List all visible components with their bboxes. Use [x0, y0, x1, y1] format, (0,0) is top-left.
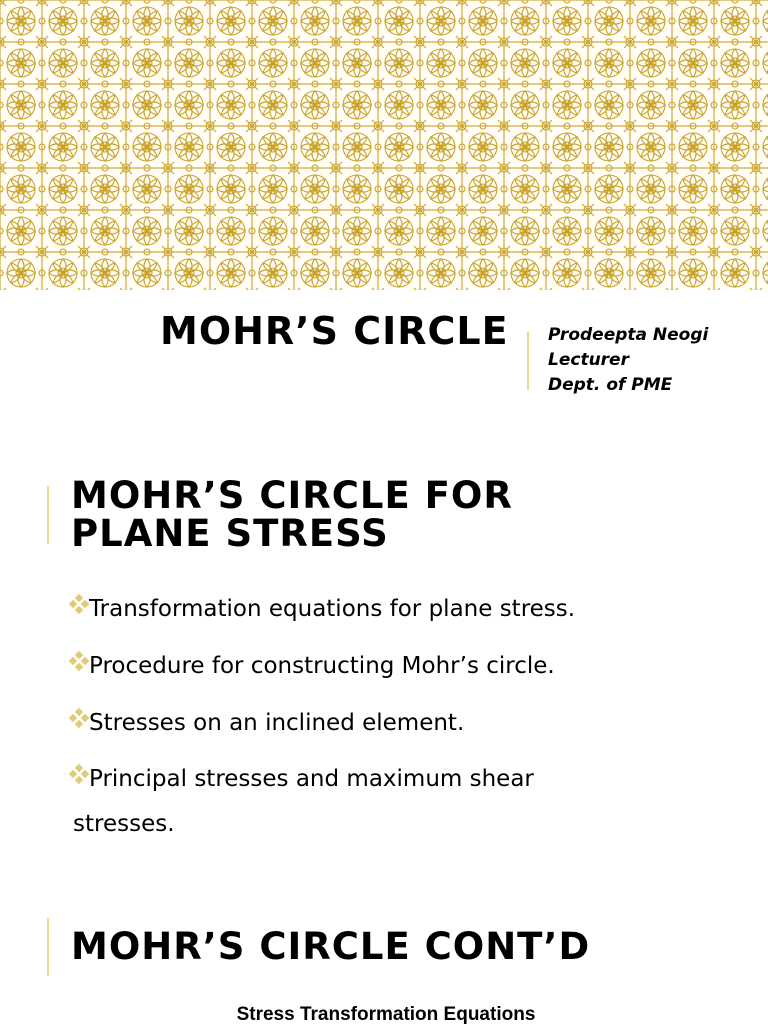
- section1-title: [71, 474, 513, 555]
- author-block: [548, 323, 708, 398]
- list-item: [69, 651, 709, 681]
- bullet-text: Stresses on an inclined element.: [89, 710, 465, 736]
- diamond-bullet-icon: [69, 708, 89, 728]
- section1-title-line2: PLANE STRESS: [71, 512, 389, 555]
- section1-title-line1: MOHR’S CIRCLE FOR: [71, 474, 513, 517]
- author-name: Prodeepta Neogi: [548, 325, 709, 345]
- list-item: [69, 708, 709, 738]
- author-department: Dept. of PME: [548, 375, 673, 395]
- section1-bullet-list: [69, 594, 709, 874]
- author-role: Lecturer: [548, 350, 629, 370]
- diamond-bullet-icon: [69, 594, 89, 614]
- list-item: [69, 757, 709, 847]
- section2-accent-line: [47, 918, 49, 976]
- list-item: [69, 594, 709, 624]
- bullet-text: Principal stresses and maximum shear: [89, 766, 534, 792]
- section2-title: MOHR’S CIRCLE CONT’D: [71, 925, 591, 968]
- section2-subheading: Stress Transformation Equations: [236, 1004, 536, 1024]
- bullet-text-continuation: stresses.: [73, 811, 175, 837]
- diamond-bullet-icon: [69, 651, 89, 671]
- section1-accent-line: [47, 486, 49, 544]
- decorative-pattern: [0, 0, 768, 290]
- bullet-text: Transformation equations for plane stress.: [89, 596, 576, 622]
- presentation-title: MOHR’S CIRCLE: [160, 309, 509, 353]
- title-divider: [527, 332, 529, 390]
- diamond-bullet-icon: [69, 764, 89, 784]
- bullet-text: Procedure for constructing Mohr’s circle.: [89, 653, 555, 679]
